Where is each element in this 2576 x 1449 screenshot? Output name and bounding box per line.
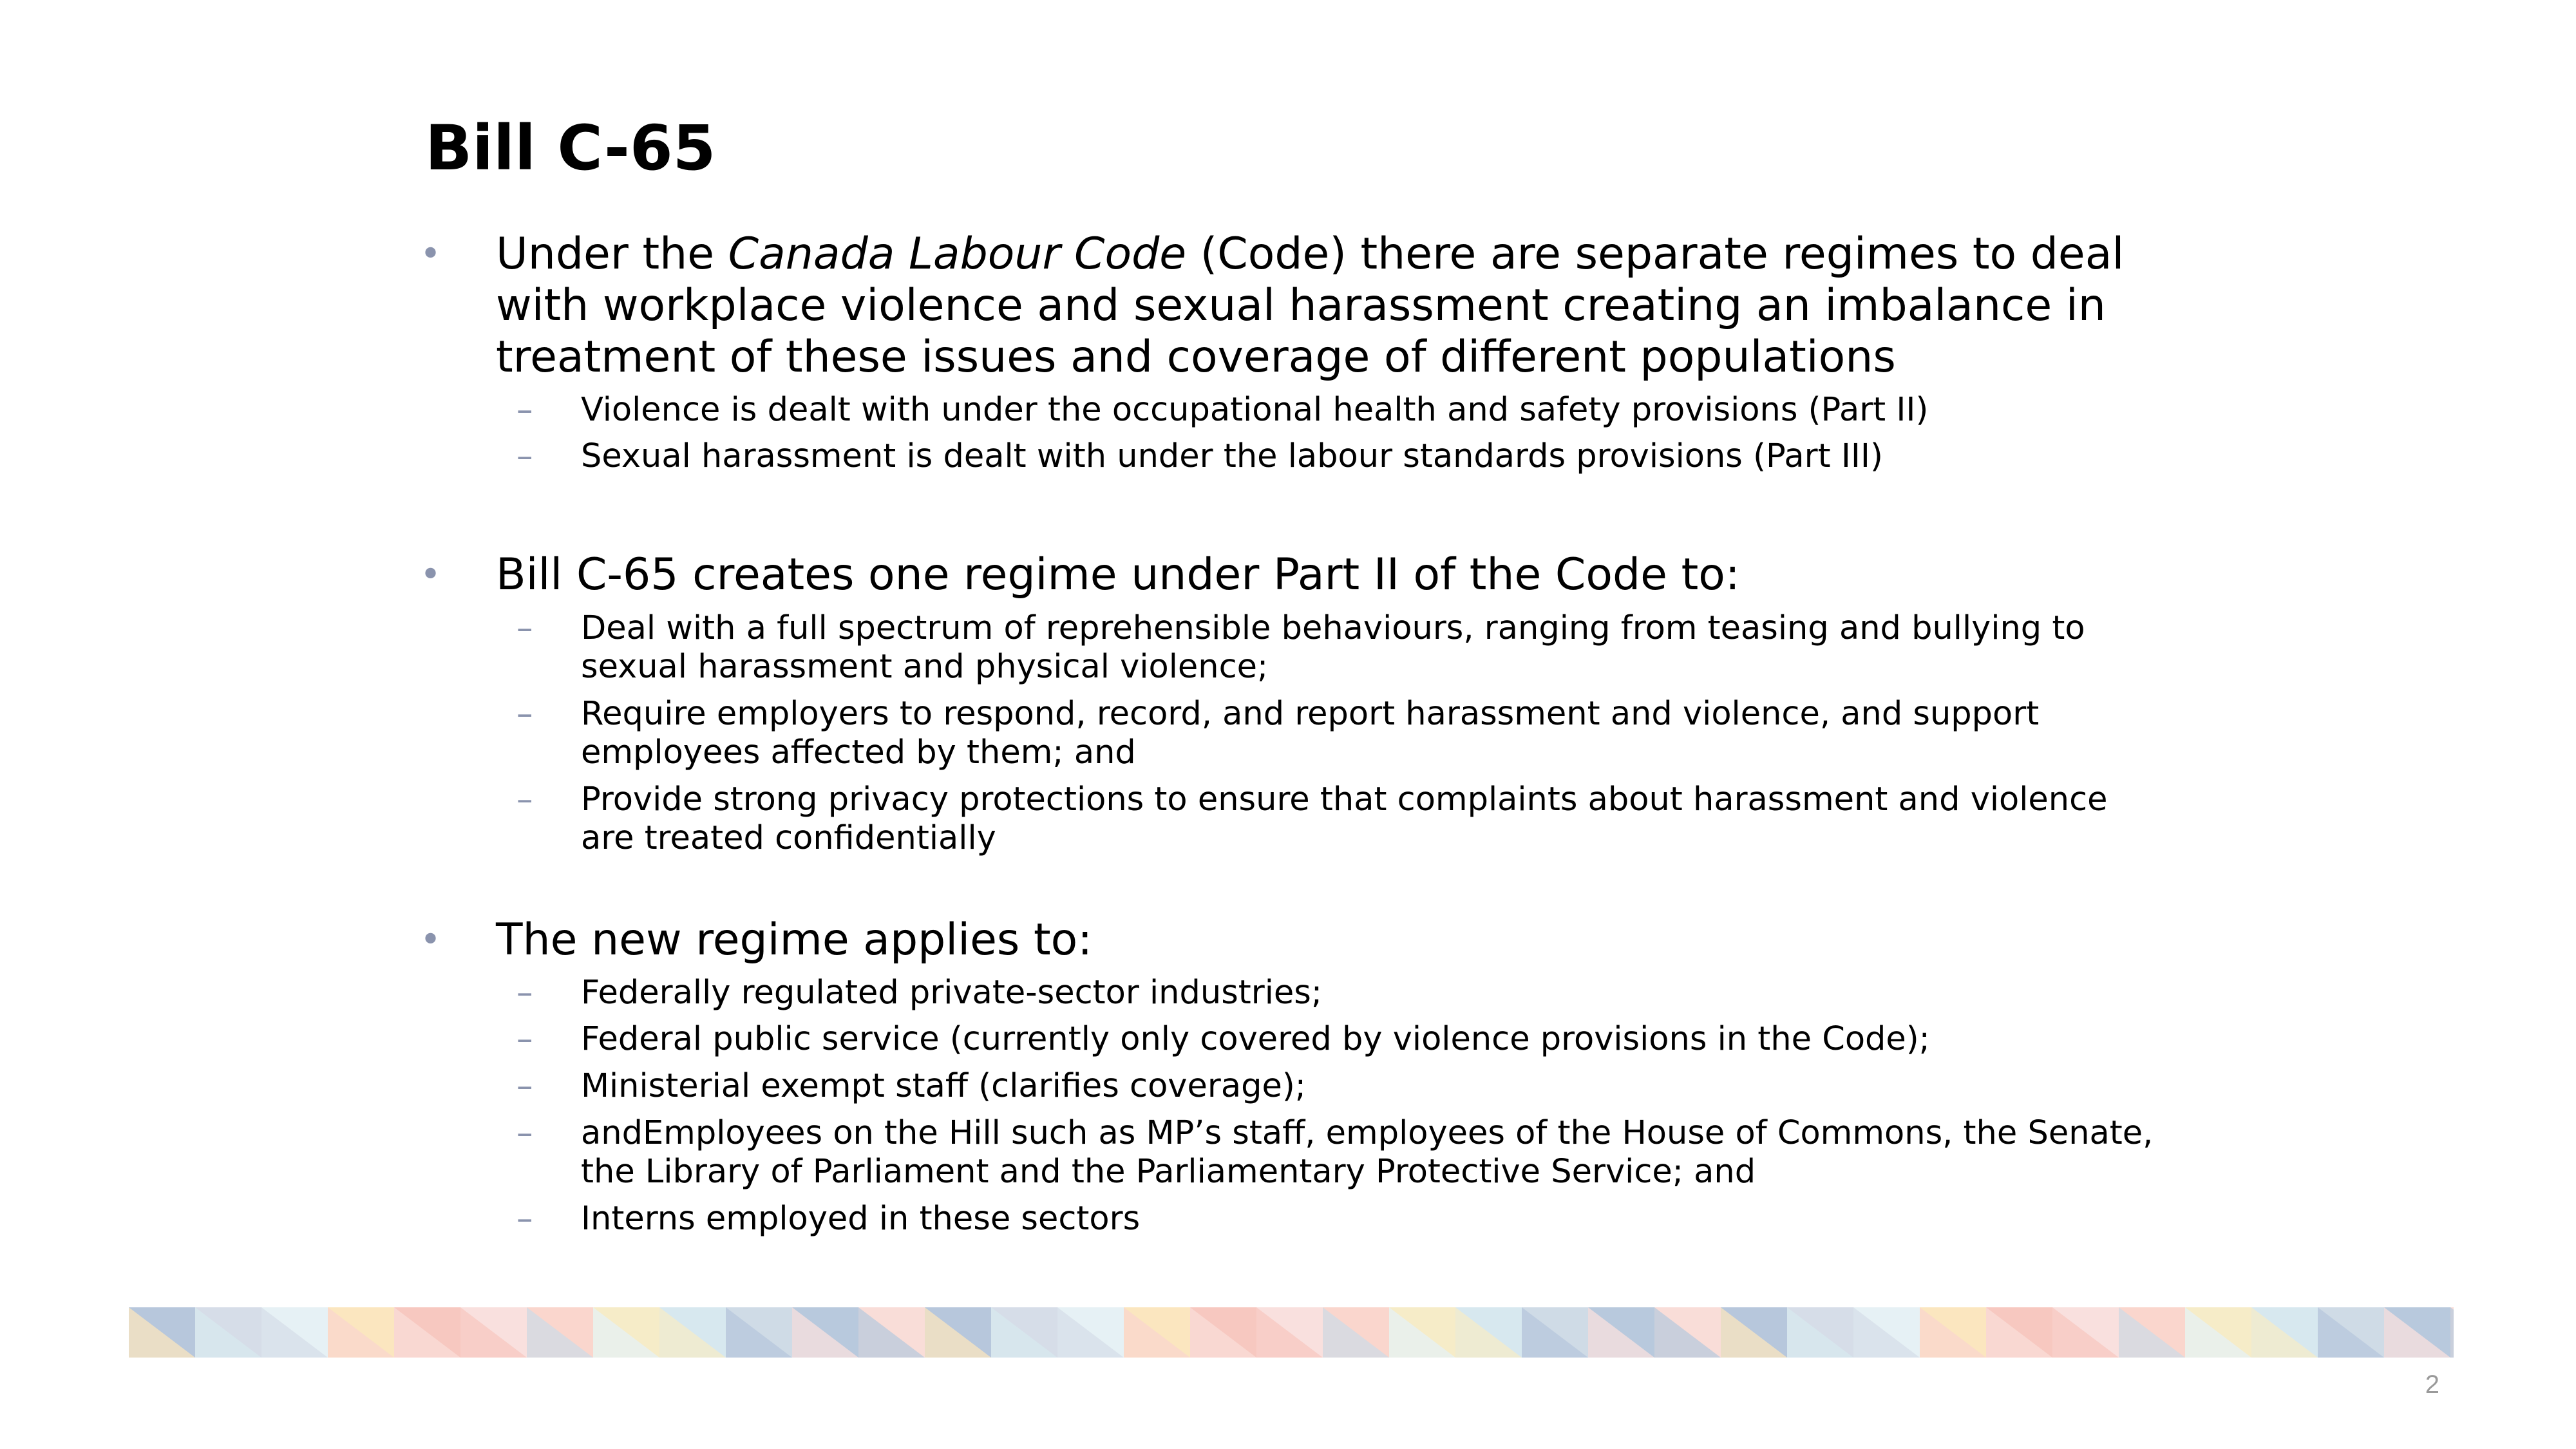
bullet-text: (Code) there are separate regimes to deal bbox=[1186, 229, 2125, 279]
en-dash-icon: – bbox=[516, 437, 533, 475]
sub-item bbox=[516, 1020, 2152, 1059]
sub-item bbox=[516, 1200, 2152, 1238]
page-number: 2 bbox=[2425, 1370, 2439, 1399]
sub-item bbox=[516, 1114, 2154, 1191]
en-dash-icon: – bbox=[516, 1114, 533, 1152]
sub-item bbox=[516, 609, 2152, 687]
sub-item bbox=[516, 1067, 2152, 1106]
bullet-dot-icon: • bbox=[420, 233, 442, 275]
sub-text: Federally regulated private-sector industries; bbox=[581, 974, 1323, 1012]
sub-item bbox=[516, 391, 2152, 430]
en-dash-icon: – bbox=[516, 695, 533, 733]
en-dash-icon: – bbox=[516, 1020, 533, 1058]
sub-text: Ministerial exempt staff (clarifies coverage); bbox=[581, 1067, 1306, 1105]
bullet-item bbox=[420, 229, 2145, 383]
en-dash-icon: – bbox=[516, 391, 533, 429]
sub-text: Require employers to respond, record, and report harassment and violence, and support bbox=[581, 695, 2040, 733]
bullet-text: Bill C-65 creates one regime under Part II of the Code to: bbox=[496, 549, 1740, 600]
sub-text: sexual harassment and physical violence; bbox=[581, 648, 1269, 686]
sub-item bbox=[516, 437, 2152, 476]
en-dash-icon: – bbox=[516, 1200, 533, 1238]
sub-text: Provide strong privacy protections to ensure that complaints about harassment and violence bbox=[581, 781, 2108, 819]
sub-text: employees affected by them; and bbox=[581, 734, 1136, 772]
sub-text: Interns employed in these sectors bbox=[581, 1200, 1141, 1238]
sub-text: the Library of Parliament and the Parliamentary Protective Service; and bbox=[581, 1153, 1756, 1191]
bullet-line: treatment of these issues and coverage of different populations bbox=[496, 332, 1896, 383]
bullet-dot-icon: • bbox=[420, 554, 442, 596]
bullet-line: with workplace violence and sexual harassment creating an imbalance in bbox=[496, 280, 2106, 331]
bullet-line bbox=[496, 229, 2145, 280]
bullet-dot-icon: • bbox=[420, 919, 442, 961]
decorative-strip bbox=[129, 1307, 2454, 1358]
sub-text: Deal with a full spectrum of reprehensible behaviours, ranging from teasing and bullying to bbox=[581, 609, 2085, 647]
bullet-italic-text: Canada Labour Code bbox=[728, 229, 1187, 279]
en-dash-icon: – bbox=[516, 609, 533, 647]
en-dash-icon: – bbox=[516, 781, 533, 819]
en-dash-icon: – bbox=[516, 974, 533, 1012]
sub-text: Federal public service (currently only covered by violence provisions in the Code); bbox=[581, 1020, 1930, 1058]
bullet-text: Under the bbox=[496, 229, 728, 279]
strip-triangle bbox=[2450, 1307, 2454, 1358]
sub-item bbox=[516, 695, 2152, 772]
bullet-item bbox=[420, 914, 2145, 966]
sub-text: are treated confidentially bbox=[581, 819, 996, 857]
en-dash-icon: – bbox=[516, 1067, 533, 1105]
sub-item bbox=[516, 974, 2152, 1012]
slide-title: Bill C-65 bbox=[425, 112, 716, 184]
bullet-text: The new regime applies to: bbox=[496, 914, 1093, 965]
bullet-item bbox=[420, 549, 2145, 601]
sub-text: Violence is dealt with under the occupational health and safety provisions (Part II) bbox=[581, 391, 1929, 429]
sub-item bbox=[516, 781, 2152, 858]
sub-text: andEmployees on the Hill such as MP’s staff, employees of the House of Commons, the Senate, bbox=[581, 1114, 2154, 1152]
sub-text: Sexual harassment is dealt with under the labour standards provisions (Part III) bbox=[581, 437, 1883, 475]
